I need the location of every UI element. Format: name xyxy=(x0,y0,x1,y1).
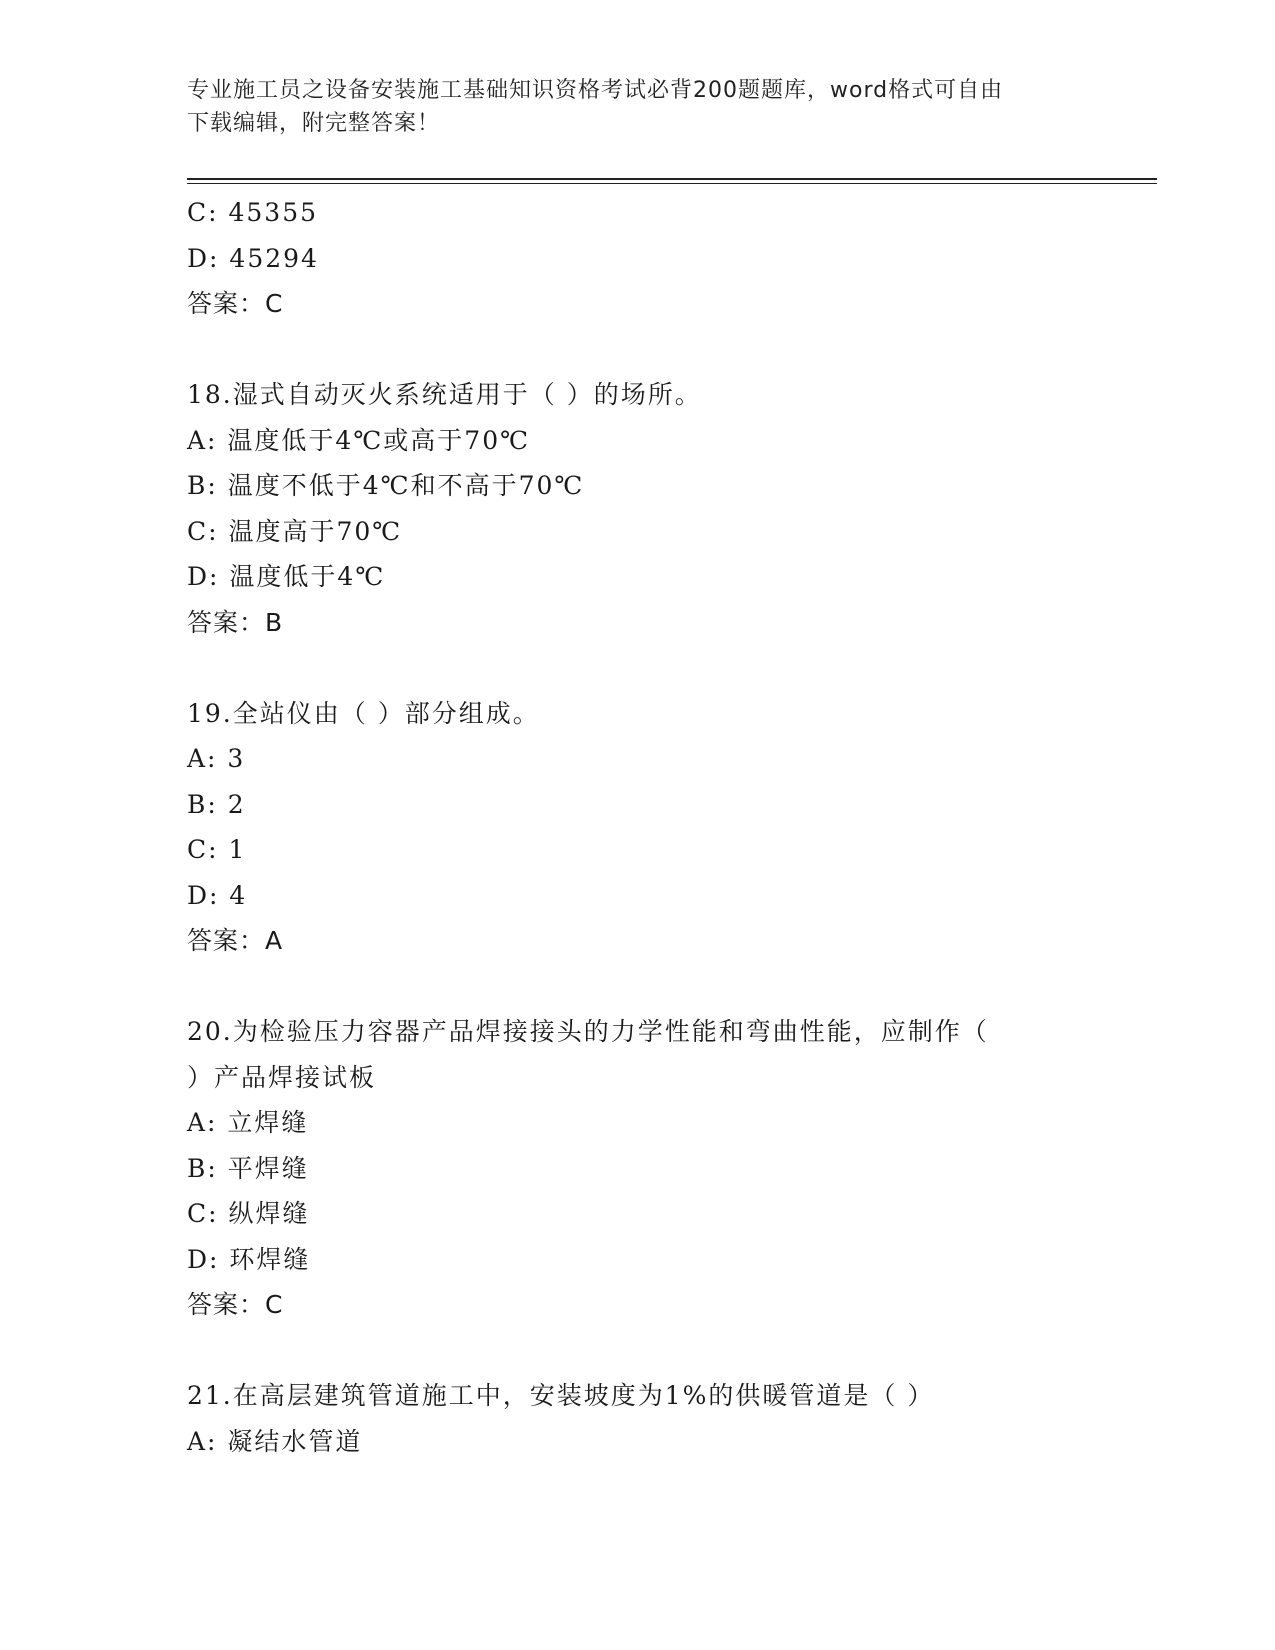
option-c: C: 1 xyxy=(187,835,247,864)
question-19: 19.全站仪由（ ）部分组成。 xyxy=(187,698,540,728)
option-c: C: 纵焊缝 xyxy=(187,1199,310,1228)
option-d: D: 温度低于4℃ xyxy=(187,562,386,591)
option-a: A: 凝结水管道 xyxy=(187,1426,363,1456)
option-b: B: 温度不低于4℃和不高于70℃ xyxy=(187,471,585,500)
question-18: 18.湿式自动灭火系统适用于（ ）的场所。 xyxy=(187,380,702,409)
option-a: A: 3 xyxy=(187,744,246,773)
option-b: B: 2 xyxy=(187,789,246,819)
document-header xyxy=(187,74,1087,140)
document-body xyxy=(187,190,1087,1464)
spacer xyxy=(187,964,1087,1010)
header-rule-thin xyxy=(187,183,1157,184)
spacer xyxy=(187,327,1087,373)
answer-label: 答案：B xyxy=(187,607,284,637)
option-d: D: 4 xyxy=(187,880,248,910)
option-a: A: 温度低于4℃或高于70℃ xyxy=(187,425,531,455)
header-line-2: 下载编辑，附完整答案！ xyxy=(187,111,441,136)
question-20-line-1: 20.为检验压力容器产品焊接接头的力学性能和弯曲性能，应制作（ xyxy=(187,1017,989,1046)
answer-label: 答案：A xyxy=(187,926,284,955)
option-a: A: 立焊缝 xyxy=(187,1108,309,1137)
header-line-1: 专业施工员之设备安装施工基础知识资格考试必背200题题库，word格式可自由 xyxy=(187,78,1004,103)
question-20-line-2: ）产品焊接试板 xyxy=(187,1062,377,1092)
answer-label: 答案：C xyxy=(187,1290,284,1319)
answer-label: 答案：C xyxy=(187,289,284,318)
spacer xyxy=(187,645,1087,691)
option-d: D: 环焊缝 xyxy=(187,1244,311,1274)
option-c: C: 温度高于70℃ xyxy=(187,516,403,546)
option-c: C: 45355 xyxy=(187,198,319,227)
option-b: B: 平焊缝 xyxy=(187,1153,309,1183)
option-d: D: 45294 xyxy=(187,243,319,273)
spacer xyxy=(187,1328,1087,1374)
header-rule-thick xyxy=(187,178,1157,180)
question-21: 21.在高层建筑管道施工中，安装坡度为1%的供暖管道是（ ） xyxy=(187,1381,935,1410)
